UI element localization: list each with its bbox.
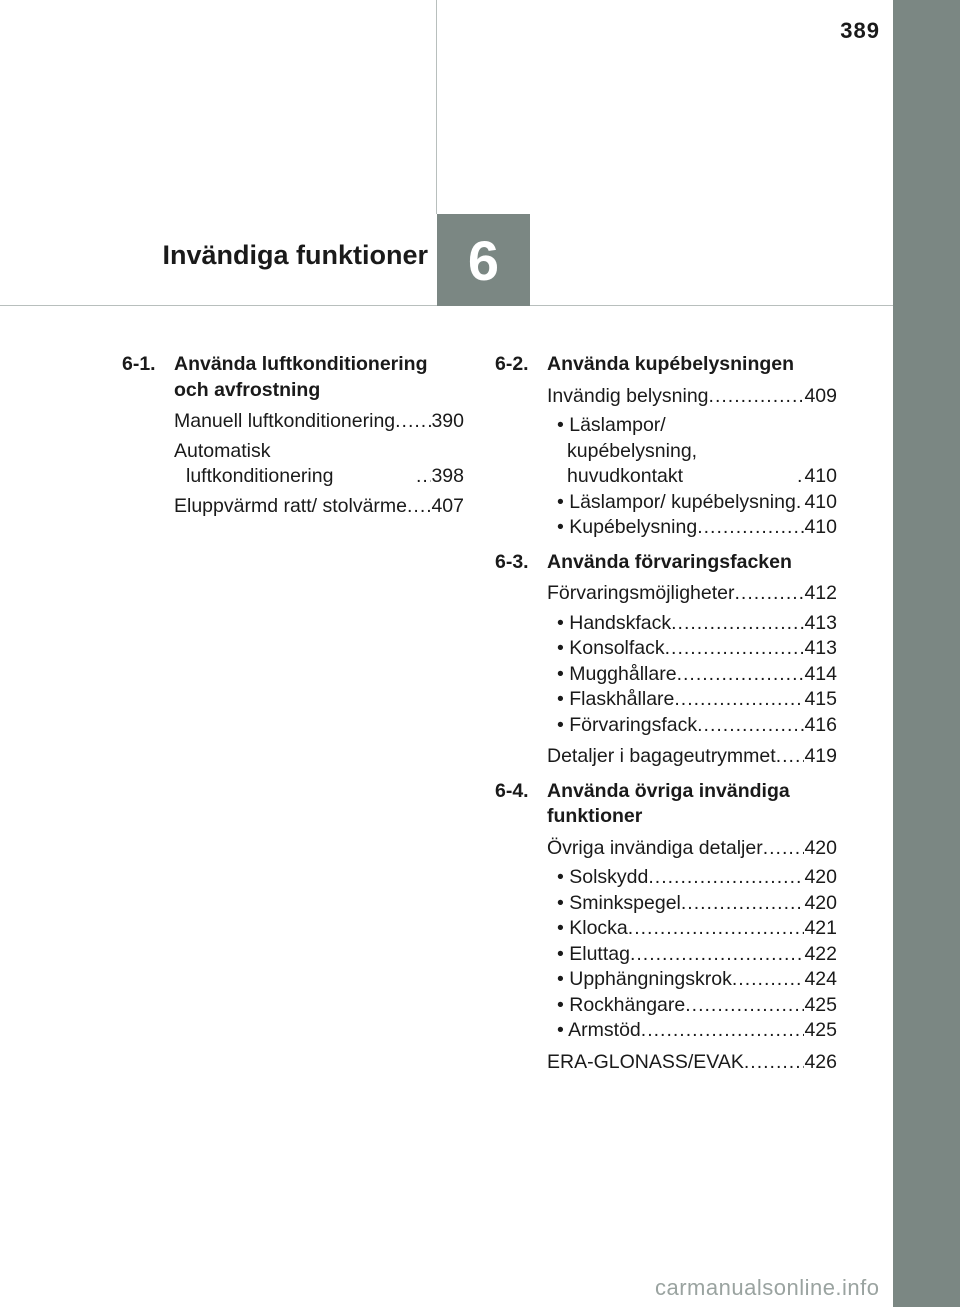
dot-leader [735, 581, 805, 607]
entry-label: Automatisk luftkonditionering [174, 439, 334, 487]
entry-page-number: 425 [804, 1019, 837, 1041]
toc-subentry[interactable] [557, 662, 837, 688]
dot-leader [628, 916, 805, 942]
entry-label: • Klocka [557, 917, 628, 939]
entry-label: • Läslampor/ kupébelysning [557, 490, 796, 513]
dot-leader [395, 409, 431, 435]
dot-leader [796, 490, 805, 516]
toc-subentry[interactable] [557, 490, 837, 516]
entry-label: • Konsolfack [557, 637, 665, 659]
dot-leader [681, 891, 805, 917]
dot-leader [648, 865, 804, 891]
dot-leader [697, 713, 804, 739]
entry-page-number: 425 [804, 993, 837, 1016]
entry-page-number: 412 [804, 582, 837, 604]
chapter-title: Invändiga funktioner [162, 240, 428, 270]
entry-page-number: 390 [431, 410, 464, 432]
entry-label: • Läslampor/ kupébelysning, huvudkontakt [557, 414, 698, 487]
toc-subentry[interactable] [557, 891, 837, 917]
section-title: Använda kupébelysningen [547, 353, 795, 375]
section-title: Använda övriga invändiga funktioner [547, 779, 790, 827]
watermark: carmanualsonline.info [655, 1275, 880, 1300]
entry-label: • Armstöd [557, 1019, 641, 1041]
entry-page-number: 416 [804, 713, 837, 736]
dot-leader [674, 687, 804, 713]
toc-entry[interactable] [547, 581, 837, 607]
section-title: Använda förvaringsfacken [547, 550, 792, 573]
entry-page-number: 424 [804, 968, 837, 990]
toc-entry[interactable] [547, 384, 837, 410]
dot-leader [407, 494, 431, 520]
dot-leader [641, 1018, 805, 1044]
entry-page-number: 413 [804, 611, 837, 634]
dot-leader [671, 611, 804, 637]
toc-subentry[interactable] [557, 967, 837, 993]
entry-label: • Solskydd [557, 866, 649, 888]
toc-entry[interactable] [174, 409, 464, 435]
entry-page-number: 413 [804, 637, 837, 659]
section-heading[interactable] [495, 352, 837, 378]
section-number: 6-2. [495, 353, 529, 375]
entry-label: Manuell luftkonditionering [174, 410, 396, 432]
toc-entry[interactable] [174, 494, 464, 520]
entry-label: • Upphängningskrok [557, 968, 732, 990]
entry-label: • Kupébelysning [557, 516, 698, 538]
toc-section [122, 352, 464, 519]
entry-page-number: 420 [804, 891, 837, 914]
toc-left-column [122, 352, 464, 528]
dot-leader [709, 384, 805, 410]
entry-label: • Rockhängare [557, 993, 686, 1016]
toc-subentry[interactable] [557, 942, 837, 968]
toc-right-column [495, 352, 837, 1084]
entry-page-number: 398 [431, 465, 464, 487]
dot-leader [697, 515, 804, 541]
toc-entry[interactable] [547, 744, 837, 770]
entry-page-number: 426 [804, 1050, 837, 1073]
section-title: Använda luftkonditionering och avfrostning [174, 353, 428, 401]
toc-section [495, 779, 837, 1076]
toc-subentry[interactable] [557, 636, 837, 662]
entry-label: Eluppvärmd ratt/ stolvärme [174, 494, 408, 517]
entry-page-number: 419 [804, 745, 837, 767]
entry-page-number: 414 [804, 662, 837, 685]
entry-page-number: 421 [804, 917, 837, 939]
section-number: 6-4. [495, 779, 529, 802]
entry-page-number: 420 [804, 836, 837, 859]
dot-leader [732, 967, 805, 993]
entry-label: Detaljer i bagageutrymmet [547, 745, 776, 767]
chapter-side-tab [893, 0, 960, 1307]
toc-subentry[interactable] [557, 611, 837, 637]
page-number: 389 [840, 18, 880, 43]
dot-leader [685, 993, 804, 1019]
section-heading[interactable] [495, 779, 837, 830]
entry-label: • Handskfack [557, 611, 672, 634]
dot-leader [416, 464, 431, 490]
entry-page-number: 422 [804, 942, 837, 965]
dot-leader [797, 464, 804, 490]
dot-leader [744, 1050, 805, 1076]
dot-leader [677, 662, 805, 688]
entry-label: • Flaskhållare [557, 688, 675, 710]
entry-page-number: 410 [804, 490, 837, 513]
entry-page-number: 410 [804, 516, 837, 538]
section-number: 6-1. [122, 353, 156, 375]
toc-subentry[interactable] [557, 993, 837, 1019]
entry-label: • Mugghållare [557, 662, 677, 685]
dot-leader [630, 942, 804, 968]
vertical-rule [436, 0, 437, 214]
section-heading[interactable] [122, 352, 464, 403]
toc-section [495, 550, 837, 770]
entry-page-number: 410 [804, 465, 837, 487]
entry-label: • Sminkspegel [557, 891, 681, 914]
chapter-number: 6 [467, 228, 500, 292]
toc-entry[interactable] [547, 1050, 837, 1076]
toc-subentry[interactable] [557, 413, 837, 490]
toc-subentry[interactable] [557, 713, 837, 739]
section-heading[interactable] [495, 550, 837, 576]
entry-label: • Eluttag [557, 942, 630, 965]
entry-page-number: 415 [804, 688, 837, 710]
dot-leader [665, 636, 805, 662]
dot-leader [763, 836, 805, 862]
section-number: 6-3. [495, 550, 529, 573]
toc-entry[interactable] [174, 439, 464, 490]
entry-label: Förvaringsmöjligheter [547, 582, 735, 604]
dot-leader [776, 744, 805, 770]
entry-label: ERA-GLONASS/EVAK [547, 1050, 744, 1073]
toc-subentry[interactable] [557, 1018, 837, 1044]
toc-subentry[interactable] [557, 515, 837, 541]
entry-page-number: 407 [431, 494, 464, 517]
toc-subentry[interactable] [557, 687, 837, 713]
chapter-number-box [437, 214, 530, 306]
toc-subentry[interactable] [557, 865, 837, 891]
entry-label: Övriga invändiga detaljer [547, 836, 763, 859]
entry-label: • Förvaringsfack [557, 713, 698, 736]
toc-section [495, 352, 837, 541]
toc-entry[interactable] [547, 836, 837, 862]
entry-page-number: 409 [804, 384, 837, 407]
toc-subentry[interactable] [557, 916, 837, 942]
entry-page-number: 420 [804, 866, 837, 888]
entry-label: Invändig belysning [547, 384, 709, 407]
